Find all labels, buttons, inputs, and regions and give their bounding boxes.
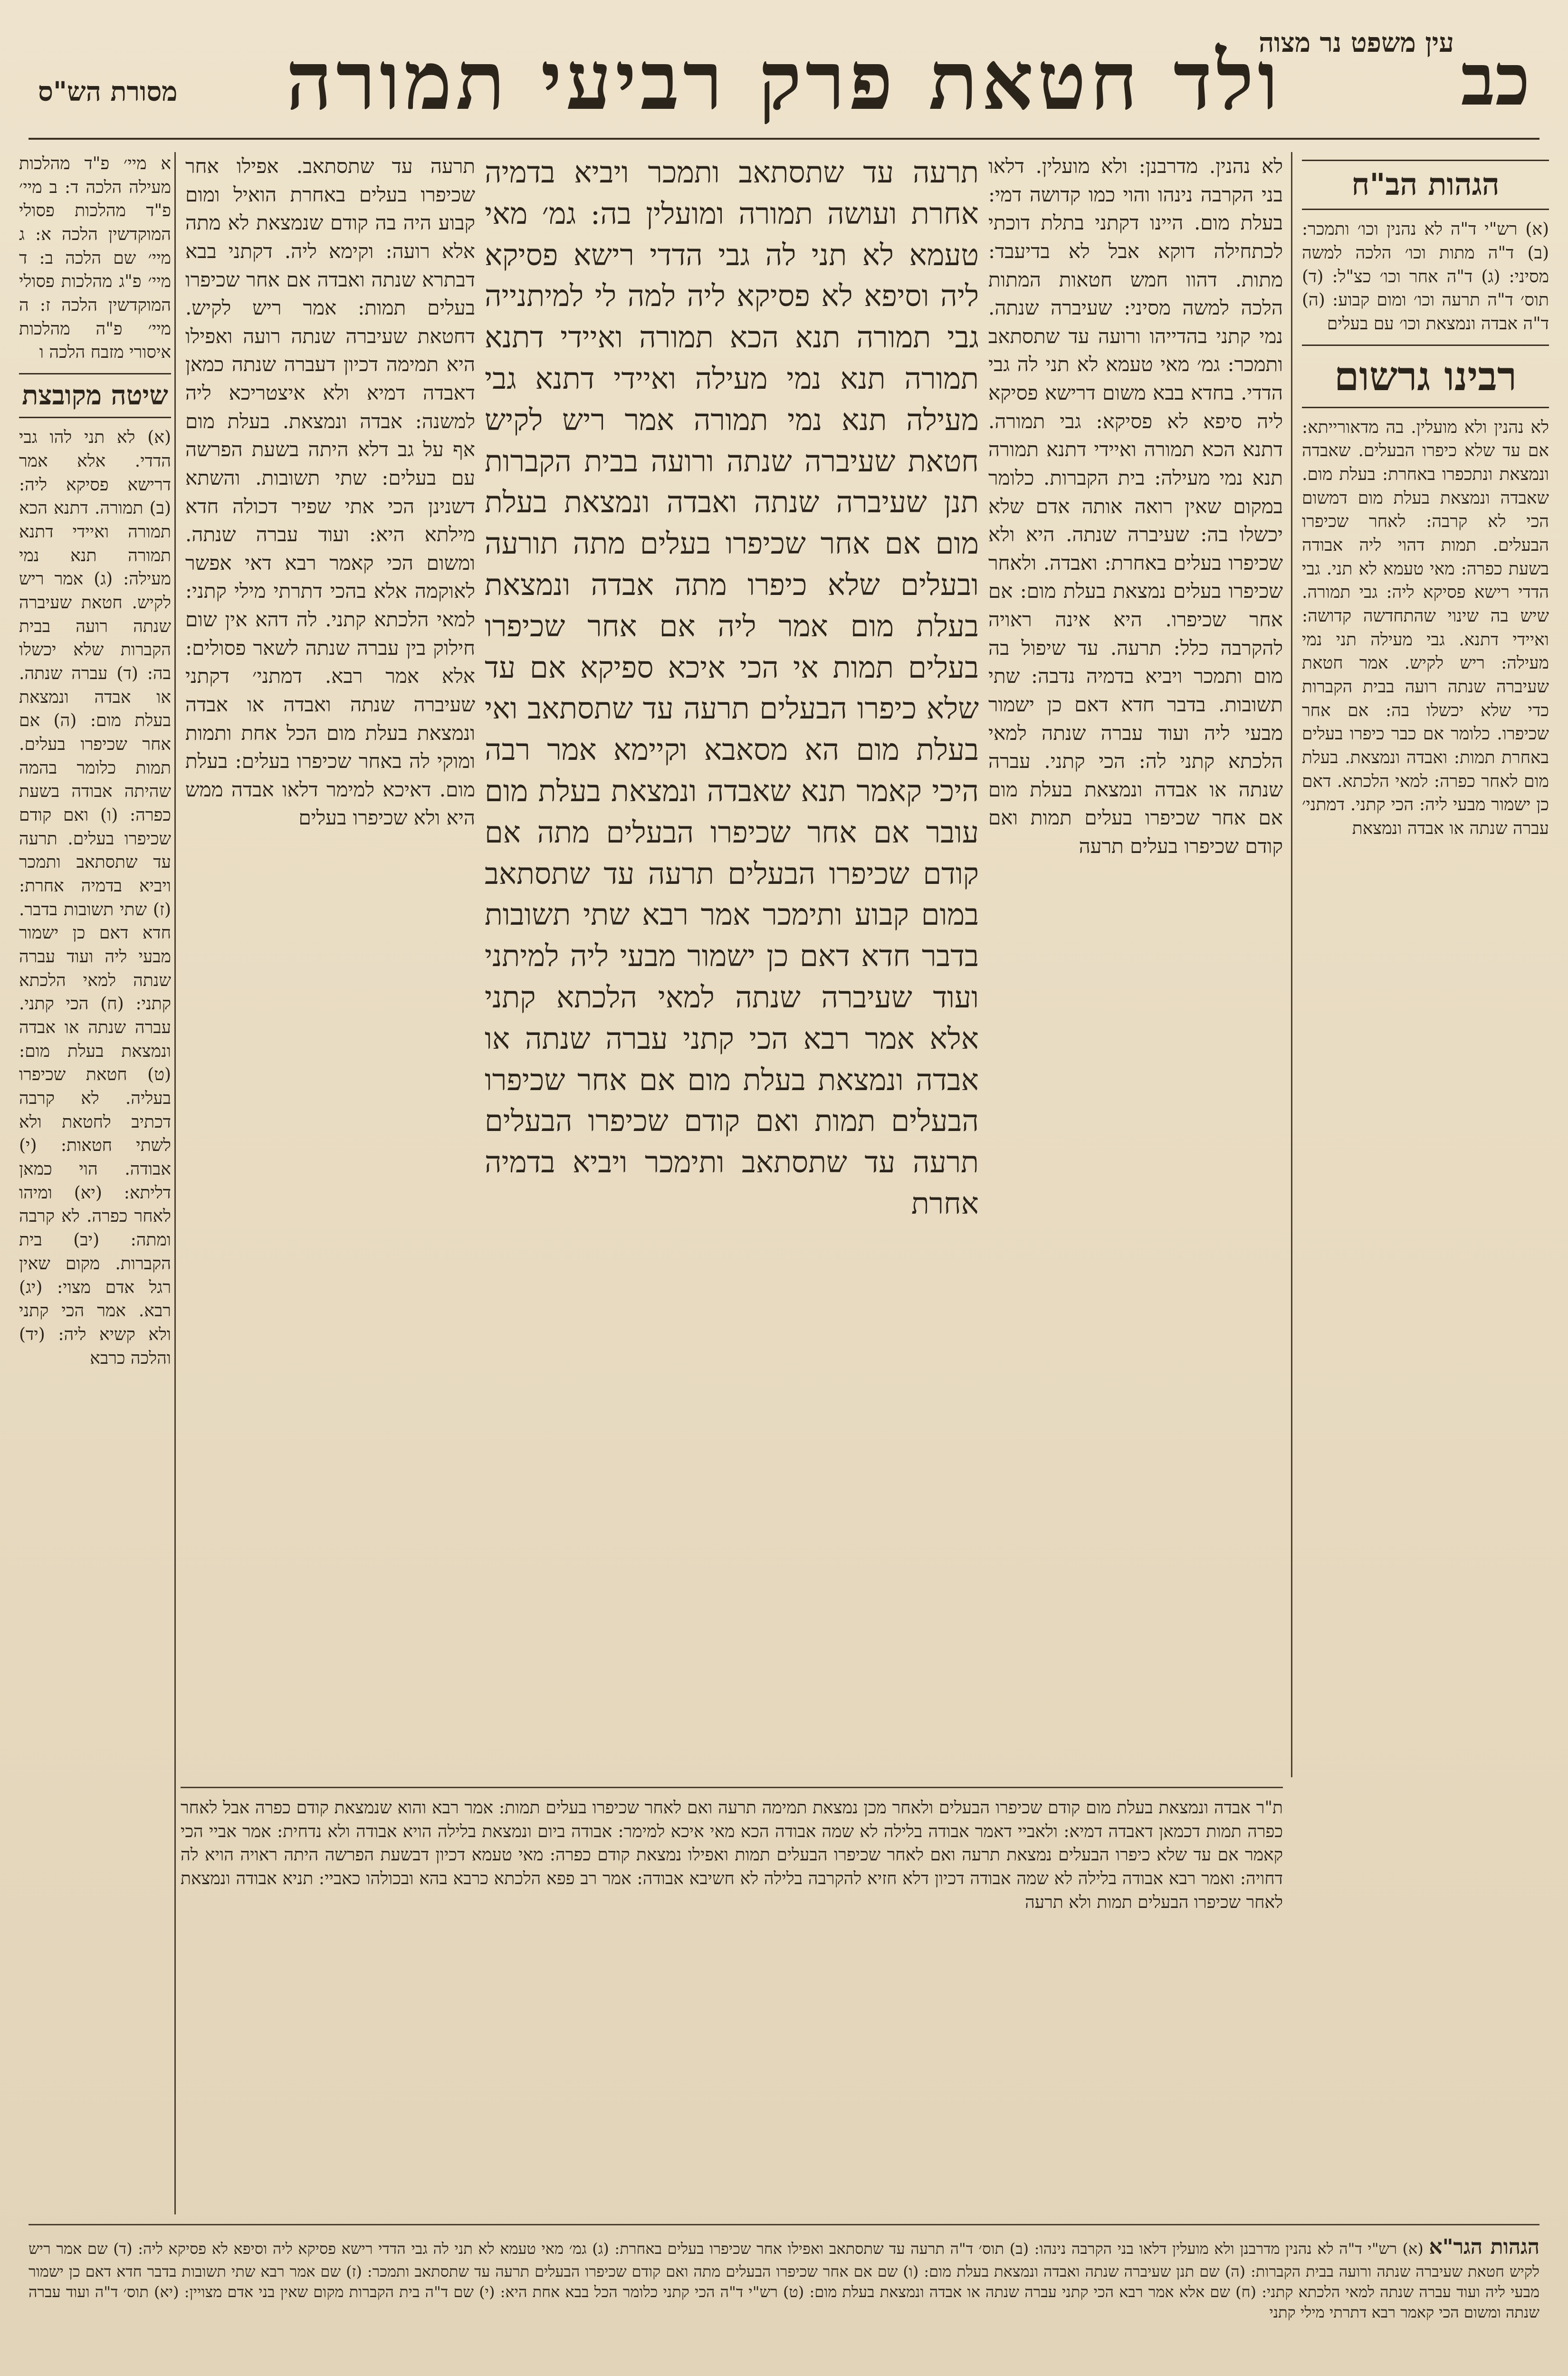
column-divider (174, 152, 176, 2214)
bottom-notes (29, 2233, 1539, 2376)
ein-mishpat-label: עין משפט נר מצוה (1258, 27, 1454, 58)
gra-heading: הגהות הגר"א (1429, 2235, 1539, 2259)
hagahot-bach-heading: הגהות הב"ח (1302, 160, 1549, 210)
shita-mekubetzet-heading: שיטה מקובצת (19, 373, 171, 418)
hagahot-bach-text: (א) רש"י ד"ה לא נהנין וכו׳ ותמכר: (ב) ד"ה מתות וכו׳ הלכה למשה מסיני: (ג) ד"ה אחר וכו׳ כצ"ל: (ד) תוס׳ ד"ה תרעה וכו׳ ומום קבוע: (ה) ד"ה אבדה ונמצאת וכו׳ עם בעלים (1302, 220, 1549, 334)
gemara-text: תרעה עד שתסתאב ותמכר ויביא בדמיה אחרת ועושה תמורה ומועלין בה: גמ׳ מאי טעמא לא תני לה גבי הדדי רישא פסיקא ליה וסיפא לא פסיקא ליה למה לי למיתנייה גבי תמורה תנא הכא תמורה ואיידי דתנא תמורה תנא נמי מעילה ואיידי דתנא גבי מעילה תנא נמי תמורה אמר ריש לקיש חטאת שעיברה שנתה ורועה בבית הקברות תנן שעיברה שנתה ואבדה ונמצאת בעלת מום אם אחר שכיפרו בעלים מתה תורעה ובעלים שלא כיפרו מתה אבדה ונמצאת בעלת מום אמר ליה אם אחר שכיפרו בעלים תמות אי הכי איכא ספיקא אם עד שלא כיפרו הבעלים תרעה עד שתסתאב ואי בעלת מום הא מסאבא וקיימא אמר רבה היכי קאמר תנא שאבדה ונמצאת בעלת מום עובר אם אחר שכיפרו הבעלים מתה אם קודם שכיפרו הבעלים תרעה עד שתסתאב במום קבוע ותימכר אמר רבא שתי תשובות בדבר חדא דאם כן ישמור מבעי ליה למיתני ועוד שעיברה שנתה למאי הלכתא קתני אלא אמר רבא הכי קתני עברה שנתה או אבדה ונמצאת בעלת מום אם אחר שכיפרו הבעלים תמות ואם קודם שכיפרו הבעלים תרעה עד שתסתאב ותימכר ויביא בדמיה אחרת (485, 155, 979, 1221)
band-rule (181, 1787, 1283, 1788)
rabbeinu-gershom-text: לא נהנין ולא מועלין. בה מדאורייתא: אם עד שלא כיפרו הבעלים. שאבדה ונמצאת ונתכפרו באחרת: בעלת מום. שאבדה ונמצאת בעלת מום דמשום הכי לא קרבה: לאחר שכיפרו הבעלים. תמות דהוי ליה אבודה בשעת כפרה: מאי טעמא לא תני. גבי הדדי רישא פסיקא ליה: גבי תמורה. שיש בה שינוי שהתחדשה קדושה: ואיידי דתנא. גבי מעילה תני נמי מעילה: ריש לקיש. אמר חטאת שעיברה שנתה רועה בבית הקברות כדי שלא יכשלו בה: אם אחר שכיפרו. כלומר אם כבר כיפרו בעלים באחרת תמות: ואבדה ונמצאת. בעלת מום לאחר כפרה: למאי הלכתא. דאם כן ישמור מבעי ליה: הכי קתני. דמתני׳ עברה שנתה או אבדה ונמצאת (1302, 417, 1549, 838)
masoret-hashas-label: מסורת הש"ס (38, 76, 178, 107)
page-number: כב (1461, 38, 1530, 122)
column-divider (1291, 152, 1292, 1777)
page-header (29, 19, 1539, 133)
tosafot-column (185, 152, 475, 1777)
tosafot-text: תרעה עד שתסתאב. אפילו אחר שכיפרו בעלים באחרת הואיל ומום קבוע היה בה קודם שנמצאת לא מתה אלא רועה: וקימא ליה. דקתני בבא דבתרא שנתה ואבדה אם אחר שכיפרו בעלים תמות: אמר ריש לקיש. דחטאת שעיברה שנתה רועה ואפילו היא תמימה דכיון דעברה שנתה כמאן דאבדה דמיא ולא איצטריכא ליה למשנה: אבדה ונמצאת. בעלת מום אף על גב דלא היתה בשעת הפרשה עם בעלים: שתי תשובות. והשתא דשנינן הכי אתי שפיר דכולה חדא מילתא היא: ועוד עברה שנתה. ומשום הכי קאמר רבא דאי אפשר לאוקמה אלא בהכי דתרתי מילי קתני: למאי הלכתא קתני. לה דהא אין שום חילוק בין עברה שנתה לשאר פסולים: אלא אמר רבא. דמתני׳ דקתני שעיברה שנתה ואבדה או אבדה ונמצאת בעלת מום הכל אחת ותמות ומוקי לה באחר שכיפרו בעלים: בעלת מום. דאיכא למימר דלאו אבדה ממש היא ולא שכיפרו בעלים (185, 154, 475, 830)
shita-mekubetzet-text: (א) לא תני להו גבי הדדי. אלא אמר דרישא פסיקא ליה: (ב) תמורה. דתנא הכא תמורה ואיידי דתנא תמורה תנא נמי מעילה: (ג) אמר ריש לקיש. חטאת שעיברה שנתה רועה בבית הקברות שלא יכשלו בה: (ד) עברה שנתה. או אבדה ונמצאת בעלת מום: (ה) אם אחר שכיפרו בעלים. תמות כלומר בהמה שהיתה אבודה בשעת כפרה: (ו) ואם קודם שכיפרו בעלים. תרעה עד שתסתאב ותמכר ויביא בדמיה אחרת: (ז) שתי תשובות בדבר. חדא דאם כן ישמור מבעי ליה ועוד עברה שנתה למאי הלכתא קתני: (ח) הכי קתני. עברה שנתה או אבדה ונמצאת בעלת מום: (ט) חטאת שכיפרו בעליה. לא קרבה דכתיב לחטאת ולא לשתי חטאות: (י) אבודה. הוי כמאן דליתא: (יא) ומיהו לאחר כפרה. לא קרבה ומתה: (יב) בית הקברות. מקום שאין רגל אדם מצוי: (יג) רבא. אמר הכי קתני ולא קשיא ליה: (יד) והלכה כרבא (19, 428, 171, 1368)
header-rule (29, 138, 1539, 140)
notes-rule (29, 2224, 1539, 2225)
far-left-column (19, 152, 171, 2214)
lower-band-text: ת"ר אבדה ונמצאת בעלת מום קודם שכיפרו הבעלים ולאחר מכן נמצאת תמימה תרעה ואם לאחר שכיפרו בעלים תמות: אמר רבא והוא שנמצאת קודם כפרה אבל לאחר כפרה תמות דכמאן דאבדה דמיא: ולאביי דאמר אבודה בלילה לא שמה אבודה הכא מאי איכא למימר: אבודה ביום ונמצאת בלילה הויא אבודה ולא נדחית: אמר אביי הכי קאמר אם עד שלא כיפרו הבעלים נמצאת תרעה ואם לאחר שכיפרו הבעלים תמות ואפילו נמצאת קודם כפרה: מאי טעמא דכיון דבשעת הפרשה היתה ראויה הויא לה דחויה: ואמר רבא אבודה בלילה לא שמה אבודה דכיון דלא חזיא להקרבה בלילה לא חשיבא אבודה: אמר רב פפא הלכתא כרבא בהא ובכולהו כאביי: תניא אבודה ונמצאת לאחר שכיפרו הבעלים תמות ולא תרעה (181, 1798, 1283, 1912)
rashi-column (988, 152, 1283, 1777)
gemara-column (485, 152, 979, 1777)
rabbeinu-gershom-heading: רבינו גרשום (1302, 345, 1549, 408)
lower-band (181, 1796, 1283, 2214)
far-right-column (1302, 152, 1549, 2357)
bottom-notes-text: (א) רש"י ד"ה לא נהנין מדרבנן ולא מועלין דלאו בני הקרבה נינהו: (ב) תוס׳ ד"ה תרעה עד שתסתאב ואפילו אחר שכיפרו בעלים באחרת: (ג) גמ׳ מאי טעמא לא תני לה גבי הדדי רישא פסיקא ליה וסיפא לא פסיקא ליה: (ד) שם אמר ריש לקיש חטאת שעיברה שנתה ורועה בבית הקברות: (ה) שם תנן שעיברה שנתה ואבדה ונמצאת בעלת מום: (ו) שם אם אחר שכיפרו הבעלים מתה ואם קודם שכיפרו הבעלים תרעה עד שתסתאב ותמכר: (ז) שם אמר רבא שתי תשובות בדבר חדא דאם כן ישמור מבעי ליה ועוד עברה שנתה למאי הלכתא קתני: (ח) שם אלא אמר רבא הכי קתני עברה שנתה או אבדה ונמצאת בעלת מום: (ט) רש"י ד"ה הכי קתני כלומר הכל בבא אחת היא: (י) שם ד"ה בית הקברות מקום שאין בני אדם מצויין: (יא) תוס׳ ד"ה ועוד עברה שנתה ומשום הכי קאמר רבא דתרתי מילי קתני (29, 2240, 1539, 2321)
page-title: ולד חטאת פרק רביעי תמורה (286, 33, 1282, 128)
rashi-text: לא נהנין. מדרבנן: ולא מועלין. דלאו בני הקרבה נינהו והוי כמו קדושה דמי: בעלת מום. היינו דקתני בתלת דוכתי לכתחילה דוקא אבל לא בדיעבד: מתות. דהוו חמש חטאות המתות הלכה למשה מסיני: שעיברה שנתה. נמי קתני בהדייהו ורועה עד שתסתאב ותמכר: גמ׳ מאי טעמא לא תני לה גבי הדדי. בחדא בבא משום דרישא פסיקא ליה סיפא לא פסיקא: גבי תמורה. דתנא הכא תמורה ואיידי דתנא תמורה תנא נמי מעילה: בית הקברות. כלומר במקום שאין רואה אותה אדם שלא יכשלו בה: שעיברה שנתה. היא ולא שכיפרו בעלים באחרת: ואבדה. ולאחר שכיפרו בעלים נמצאת בעלת מום: אם אחר שכיפרו. היא אינה ראויה להקרבה כלל: תרעה. עד שיפול בה מום ותמכר ויביא בדמיה נדבה: שתי תשובות. בדבר חדא דאם כן ישמור מבעי ליה ועוד עברה שנתה למאי הלכתא קתני לה: הכי קתני. עברה שנתה או אבדה ונמצאת בעלת מום אם אחר שכיפרו בעלים תמות ואם קודם שכיפרו בעלים תרעה (988, 154, 1283, 858)
ein-mishpat-text: א מיי׳ פ"ד מהלכות מעילה הלכה ד: ב מיי׳ פ"ד מהלכות פסולי המוקדשין הלכה א: ג מיי׳ שם הלכה ב: ד מיי׳ פ"ג מהלכות פסולי המוקדשין הלכה ז: ה מיי׳ פ"ה מהלכות איסורי מזבח הלכה ו (19, 154, 171, 363)
